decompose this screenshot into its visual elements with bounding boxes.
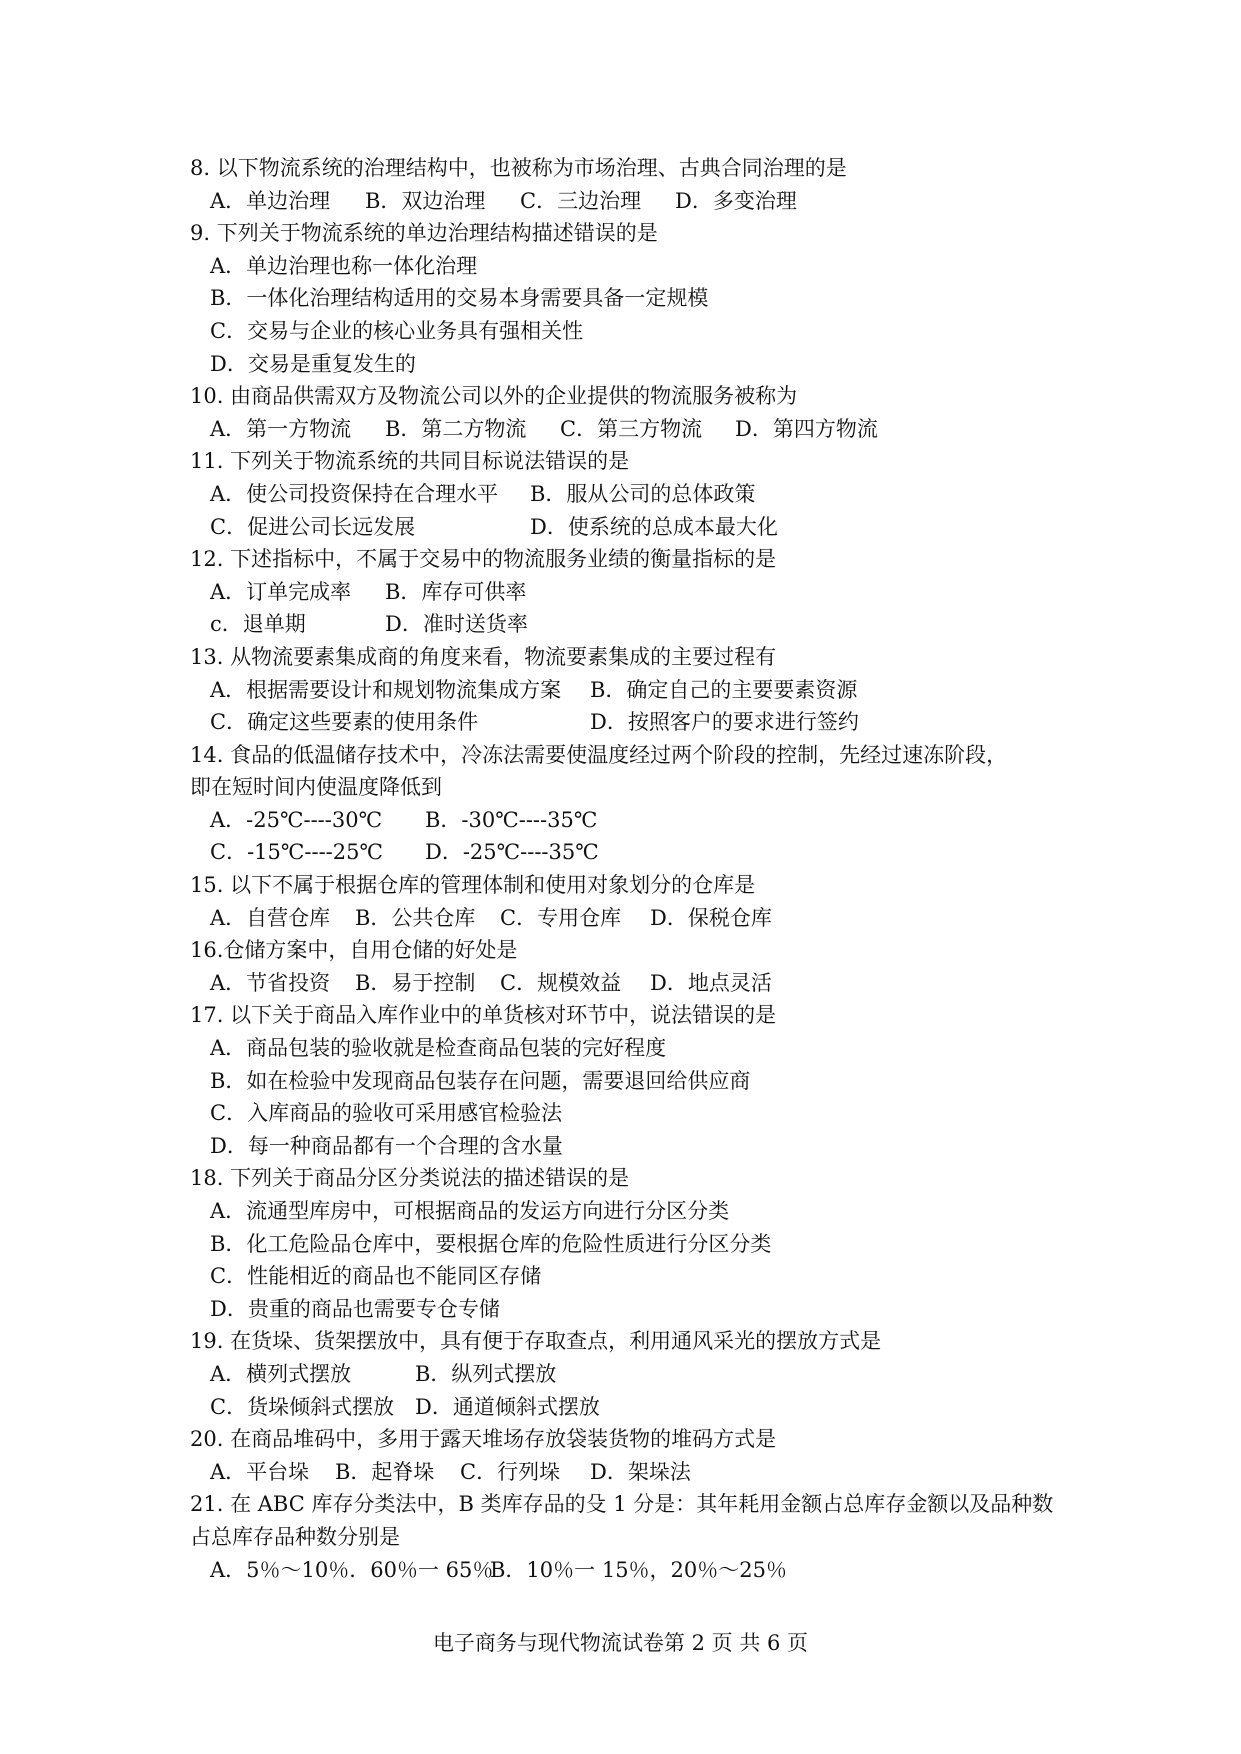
- answer-option: D．地点灵活: [650, 970, 772, 995]
- option-row: [190, 1456, 1070, 1489]
- answer-option: A．自营仓库: [210, 905, 331, 930]
- answer-option: C．货垛倾斜式摆放: [210, 1394, 395, 1419]
- answer-option: B．确定自己的主要要素资源: [590, 677, 858, 702]
- question-stem: 15. 以下不属于根据仓库的管理体制和使用对象划分的仓库是: [190, 873, 756, 898]
- question-q14: [190, 739, 1070, 869]
- answer-option: D．架垛法: [590, 1459, 691, 1484]
- page-footer: 电子商务与现代物流试卷第 2 页 共 6 页: [432, 1631, 809, 1655]
- answer-option: B．一体化治理结构适用的交易本身需要具备一定规模: [210, 286, 709, 311]
- answer-option: C．-15℃----25℃: [210, 840, 383, 865]
- answer-option: D．使系统的总成本最大化: [530, 514, 778, 539]
- option-row: [190, 413, 1070, 446]
- question-stem: 19. 在货垛、货架摆放中，具有便于存取查点，利用通风采光的摆放方式是: [190, 1329, 882, 1354]
- option-row: [190, 836, 1070, 869]
- question-q20: [190, 1423, 1070, 1488]
- answer-option: A．第一方物流: [210, 416, 352, 441]
- option-row: [190, 1358, 1070, 1391]
- question-stem: 17. 以下关于商品入库作业中的单货核对环节中，说法错误的是: [190, 1003, 777, 1028]
- answer-option: D．保税仓库: [650, 905, 772, 930]
- question-q8: [190, 152, 1070, 217]
- answer-option: D．贵重的商品也需要专仓专储: [210, 1296, 500, 1321]
- answer-option: B．第二方物流: [385, 416, 527, 441]
- answer-option: C．交易与企业的核心业务具有强相关性: [210, 318, 584, 343]
- option-row: [190, 1130, 1070, 1163]
- answer-option: B．-30℃----35℃: [425, 807, 598, 832]
- answer-option: B．服从公司的总体政策: [530, 481, 756, 506]
- question-stem: 13. 从物流要素集成商的角度来看，物流要素集成的主要过程有: [190, 644, 777, 669]
- answer-option: C．性能相近的商品也不能同区存储: [210, 1264, 542, 1289]
- question-list: [190, 152, 1070, 1586]
- answer-option: C．规模效益: [500, 970, 622, 995]
- option-row: [190, 250, 1070, 283]
- answer-option: A．平台垛: [210, 1459, 310, 1484]
- answer-option: B．双边治理: [365, 188, 486, 213]
- question-stem: 即在短时间内使温度降低到: [190, 775, 442, 800]
- answer-option: A．商品包装的验收就是检查商品包装的完好程度: [210, 1036, 667, 1061]
- answer-option: D．按照客户的要求进行签约: [590, 710, 859, 735]
- answer-option: C．行列垛: [460, 1459, 561, 1484]
- question-q16: [190, 934, 1070, 999]
- option-row: [190, 185, 1070, 218]
- option-row: [190, 315, 1070, 348]
- option-row: [190, 967, 1070, 1000]
- answer-option: B．化工危险品仓库中，要根据仓库的危险性质进行分区分类: [210, 1231, 772, 1256]
- answer-option: B．易于控制: [355, 970, 476, 995]
- answer-option: A．使公司投资保持在合理水平: [210, 481, 499, 506]
- answer-option: B．10％一 15％，20％～25％: [490, 1557, 787, 1582]
- question-stem: 20. 在商品堆码中，多用于露天堆场存放袋装货物的堆码方式是: [190, 1427, 777, 1452]
- option-row: [190, 1032, 1070, 1065]
- option-row: [190, 478, 1070, 511]
- question-q10: [190, 380, 1070, 445]
- question-stem: 占总库存品种数分别是: [190, 1524, 400, 1549]
- question-stem: 18. 下列关于商品分区分类说法的描述错误的是: [190, 1166, 630, 1191]
- answer-option: c．退单期: [210, 612, 306, 637]
- question-stem: 21. 在 ABC 库存分类法中，B 类库存品的殳 1 分是：其年耗用金额占总库存金额以及品种数: [190, 1492, 1054, 1517]
- question-q12: [190, 543, 1070, 641]
- question-q18: [190, 1162, 1070, 1325]
- option-row: [190, 608, 1070, 641]
- answer-option: C．促进公司长远发展: [210, 514, 416, 539]
- answer-option: D．多变治理: [675, 188, 797, 213]
- answer-option: D．准时送货率: [385, 612, 528, 637]
- question-q11: [190, 445, 1070, 543]
- answer-option: A．流通型库房中，可根据商品的发运方向进行分区分类: [210, 1199, 730, 1223]
- answer-option: D．第四方物流: [735, 416, 878, 441]
- option-row: [190, 1195, 1070, 1228]
- option-row: [190, 706, 1070, 739]
- answer-option: B．纵列式摆放: [415, 1361, 557, 1386]
- answer-option: C．第三方物流: [560, 416, 703, 441]
- answer-option: A．单边治理: [210, 188, 331, 213]
- answer-option: A．订单完成率: [210, 579, 352, 604]
- answer-option: B．库存可供率: [385, 579, 527, 604]
- answer-option: A．5％～10％．60％一 65％: [210, 1557, 494, 1582]
- option-row: [190, 1391, 1070, 1424]
- answer-option: C．三边治理: [520, 188, 642, 213]
- question-stem: 14. 食品的低温储存技术中，冷冻法需要使温度经过两个阶段的控制，先经过速冻阶段，: [190, 742, 1008, 767]
- option-row: [190, 576, 1070, 609]
- question-stem: 16.仓储方案中，自用仓储的好处是: [190, 938, 518, 963]
- answer-option: D．通道倾斜式摆放: [415, 1394, 600, 1419]
- answer-option: B．公共仓库: [355, 905, 476, 930]
- question-stem: 10. 由商品供需双方及物流公司以外的企业提供的物流服务被称为: [190, 384, 798, 409]
- answer-option: A．单边治理也称一体化治理: [210, 253, 478, 278]
- question-stem: 11. 下列关于物流系统的共同目标说法错误的是: [190, 449, 630, 474]
- option-row: [190, 674, 1070, 707]
- answer-option: C．入库商品的验收可采用感官检验法: [210, 1101, 563, 1126]
- answer-option: B．起脊垛: [335, 1459, 435, 1484]
- question-q15: [190, 869, 1070, 934]
- question-q21: [190, 1488, 1070, 1586]
- option-row: [190, 511, 1070, 544]
- answer-option: C．确定这些要素的使用条件: [210, 710, 479, 735]
- answer-option: A．-25℃----30℃: [210, 807, 383, 832]
- option-row: [190, 1554, 1070, 1587]
- question-q17: [190, 999, 1070, 1162]
- question-q13: [190, 641, 1070, 739]
- question-stem: 9. 下列关于物流系统的单边治理结构描述错误的是: [190, 221, 658, 246]
- answer-option: D．-25℃----35℃: [425, 840, 599, 865]
- answer-option: A．横列式摆放: [210, 1361, 352, 1386]
- question-q19: [190, 1325, 1070, 1423]
- option-row: [190, 282, 1070, 315]
- answer-option: C．专用仓库: [500, 905, 622, 930]
- answer-option: A．节省投资: [210, 970, 331, 995]
- answer-option: D．每一种商品都有一个合理的含水量: [210, 1133, 563, 1158]
- answer-option: B．如在检验中发现商品包装存在问题，需要退回给供应商: [210, 1068, 751, 1093]
- option-row: [190, 1065, 1070, 1098]
- option-row: [190, 1293, 1070, 1326]
- option-row: [190, 902, 1070, 935]
- answer-option: D．交易是重复发生的: [210, 351, 416, 376]
- option-row: [190, 348, 1070, 381]
- option-row: [190, 1097, 1070, 1130]
- option-row: [190, 1260, 1070, 1293]
- option-row: [190, 804, 1070, 837]
- question-stem: 12. 下述指标中，不属于交易中的物流服务业绩的衡量指标的是: [190, 547, 777, 572]
- question-q9: [190, 217, 1070, 380]
- option-row: [190, 1228, 1070, 1261]
- question-stem: 8. 以下物流系统的治理结构中，也被称为市场治理、古典合同治理的是: [190, 156, 847, 180]
- answer-option: A．根据需要设计和规划物流集成方案: [210, 677, 562, 702]
